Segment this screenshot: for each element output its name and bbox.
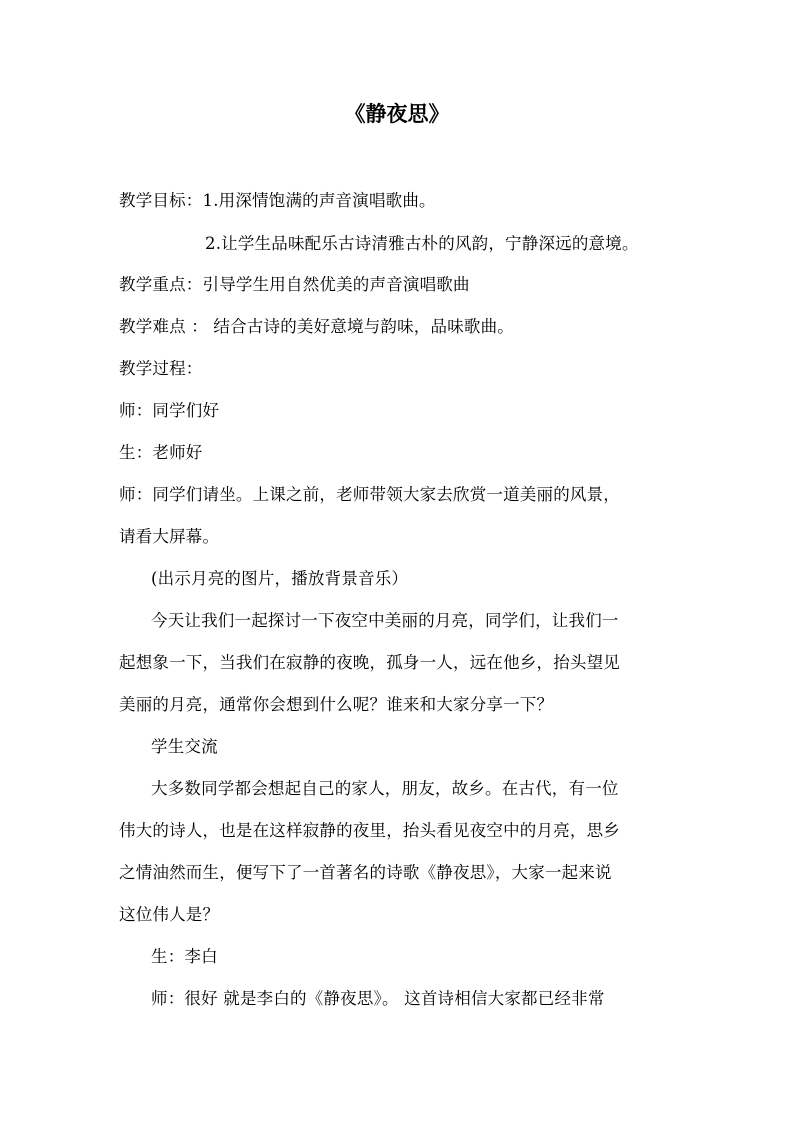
text-line: 2.让学生品味配乐古诗清雅古朴的风韵，宁静深远的意境。 [205,234,639,253]
text-line: 师：同学们请坐。上课之前，老师带领大家去欣赏一道美丽的风景， [119,485,620,504]
text-line: (出示月亮的图片，播放背景音乐） [151,569,409,588]
text-line: 伟大的诗人，也是在这样寂静的夜里，抬头看见夜空中的月亮，思乡 [119,821,620,840]
text-line: 学生交流 [151,737,218,756]
text-line: 教学过程： [119,359,203,378]
text-line: 之情油然而生，便写下了一首著名的诗歌《静夜思》，大家一起来说 [119,863,612,882]
document-title: 《静夜思》 [344,101,450,126]
text-line: 生：李白 [151,947,218,966]
text-line: 这位伟人是？ [119,905,220,924]
text-line: 生：老师好 [119,443,203,462]
text-line: 教学目标：1.用深情饱满的声音演唱歌曲。 [119,191,436,210]
text-line: 师：同学们好 [119,401,220,420]
text-line: 请看大屏幕。 [119,527,220,546]
text-line: 美丽的月亮，通常你会想到什么呢？谁来和大家分享一下？ [119,695,554,714]
text-line: 今天让我们一起探讨一下夜空中美丽的月亮，同学们，让我们一 [151,611,619,630]
text-line: 教学难点 ： 结合古诗的美好意境与韵味，品味歌曲。 [119,317,514,336]
text-line: 师：很好 就是李白的《静夜思》。 这首诗相信大家都已经非常 [151,989,605,1008]
text-line: 大多数同学都会想起自己的家人，朋友，故乡。在古代，有一位 [151,779,619,798]
text-line: 教学重点：引导学生用自然优美的声音演唱歌曲 [119,275,470,294]
text-line: 起想象一下，当我们在寂静的夜晚，孤身一人，远在他乡，抬头望见 [119,653,620,672]
